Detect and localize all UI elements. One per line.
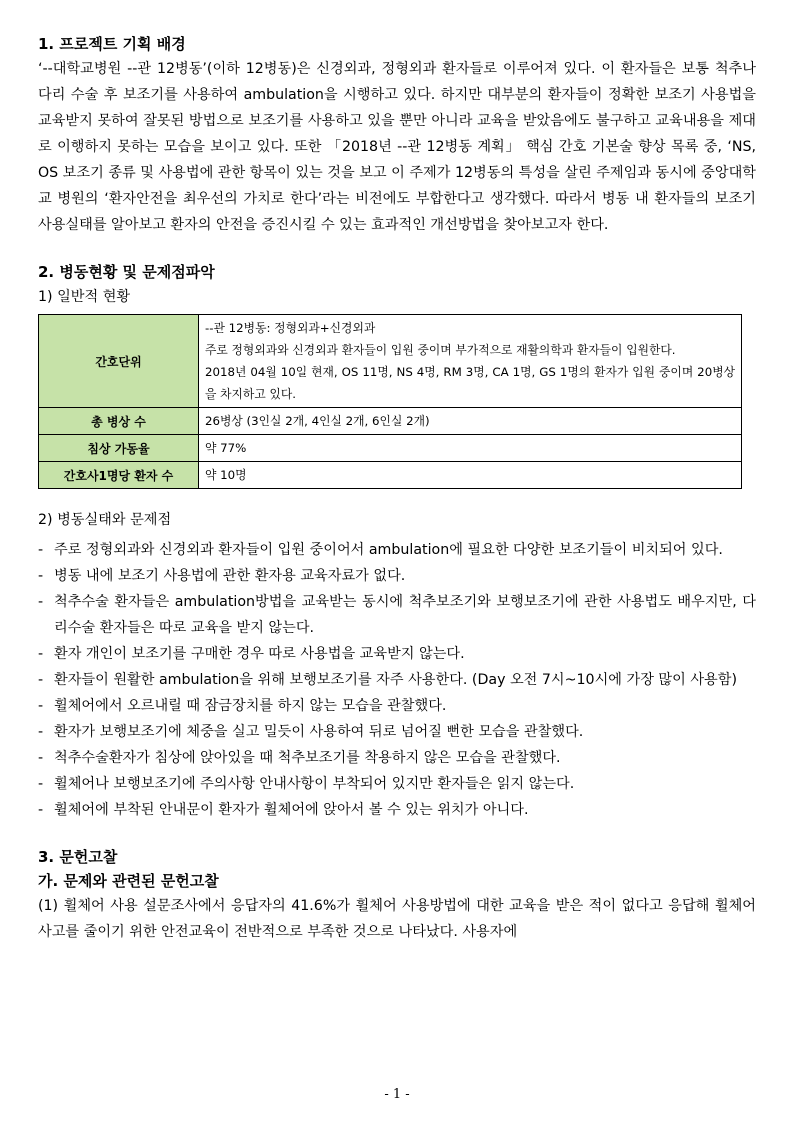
- dash-marker: -: [38, 672, 44, 688]
- list-item: - 휠체어에서 오르내릴 때 잠금장치를 하지 않는 모습을 관찰했다.: [38, 693, 756, 719]
- list-item: - 척추수술 환자들은 ambulation방법을 교육받는 동시에 척추보조기와 보행보조기에 관한 사용법도 배우지만, 다리수술 환자들은 따로 교육을 받지 않는다.: [38, 589, 756, 641]
- dash-marker: -: [38, 724, 44, 740]
- unit-line3: 2018년 04월 10일 현재, OS 11명, NS 4명, RM 3명, CA 1명, GS 1명의 환자가 입원 중이며 20병상을 차지하고 있다.: [205, 365, 735, 401]
- list-item: - 환자들이 원활한 ambulation을 위해 보행보조기를 자주 사용한다. (Day 오전 7시~10시에 가장 많이 사용함): [38, 667, 756, 693]
- unit-label: 간호단위: [39, 315, 199, 408]
- problem-list: [38, 537, 756, 823]
- page-number: - 1 -: [384, 1087, 410, 1102]
- list-item: - 병동 내에 보조기 사용법에 관한 환자용 교육자료가 없다.: [38, 563, 756, 589]
- unit-value: [199, 315, 742, 408]
- table-row: [39, 408, 742, 435]
- dash-marker: -: [38, 646, 44, 662]
- unit-line1: --관 12병동: 정형외과+신경외과: [205, 321, 376, 335]
- document-page: [38, 32, 756, 945]
- dash-marker: -: [38, 776, 44, 792]
- list-item: - 주로 정형외과와 신경외과 환자들이 입원 중이어서 ambulation에 필요한 다양한 보조기들이 비치되어 있다.: [38, 537, 756, 563]
- dash-marker: -: [38, 568, 44, 584]
- section2-heading: 2. 병동현황 및 문제점파악: [38, 263, 215, 281]
- beds-value: 26병상 (3인실 2개, 4인실 2개, 6인실 2개): [199, 408, 742, 435]
- section3-heading: 3. 문헌고찰: [38, 848, 118, 866]
- dash-marker: -: [38, 594, 44, 610]
- dash-marker: -: [38, 750, 44, 766]
- beds-label: 총 병상 수: [39, 408, 199, 435]
- table-row: [39, 462, 742, 489]
- occupancy-label: 침상 가동율: [39, 435, 199, 462]
- unit-line2: 주로 정형외과와 신경외과 환자들이 입원 중이며 부가적으로 재활의학과 환자들이 입원한다.: [205, 343, 676, 357]
- table-row: [39, 315, 742, 408]
- dash-marker: -: [38, 542, 44, 558]
- list-item: - 휠체어에 부착된 안내문이 환자가 휠체어에 앉아서 볼 수 있는 위치가 아니다.: [38, 797, 756, 823]
- list-item: - 척추수술환자가 침상에 앉아있을 때 척추보조기를 착용하지 않은 모습을 관찰했다.: [38, 745, 756, 771]
- list-item: - 환자 개인이 보조기를 구매한 경우 따로 사용법을 교육받지 않는다.: [38, 641, 756, 667]
- ratio-value: 약 10명: [199, 462, 742, 489]
- section1-paragraph: ‘--대학교병원 --관 12병동’(이하 12병동)은 신경외과, 정형외과 환자들로 이루어져 있다. 이 환자들은 보통 척추나 다리 수술 후 보조기를 사용하여 ambulation을 시행하고 있다. 하지만 대부분의 환자들이 정확한 보조기 사용법을 교육받지 못하여 잘못된 방법으로 보조기를 사용하고 있을 뿐만 아니라 교육을 받았음에도 불구하고 교육내용을 제대로 이행하지 못하는 모습을 보이고 있다. 또한 「2018년 --관 12병동 계획」 핵심 간호 기본술 향상 목록 중, ‘NS, OS 보조기 종류 및 사용법에 관한 항목이 있는 것을 보고 이 주제가 12병동의 특성을 살린 주제임과 동시에 중앙대학교 병원의 ‘환자안전을 최우선의 가치로 한다’라는 비전에도 부합한다고 생각했다. 따라서 병동 내 환자들의 보조기 사용실태를 알아보고 환자의 안전을 증진시킬 수 있는 효과적인 개선방법을 찾아보고자 한다.: [38, 61, 756, 233]
- table-row: [39, 435, 742, 462]
- occupancy-value: 약 77%: [199, 435, 742, 462]
- ward-status-table: [38, 314, 742, 489]
- ratio-label: 간호사1명당 환자 수: [39, 462, 199, 489]
- section2-sub1: 1) 일반적 현황: [38, 289, 131, 305]
- dash-marker: -: [38, 698, 44, 714]
- list-item: - 환자가 보행보조기에 체중을 실고 밀듯이 사용하여 뒤로 넘어질 뻔한 모습을 관찰했다.: [38, 719, 756, 745]
- section3-paragraph: (1) 휠체어 사용 설문조사에서 응답자의 41.6%가 휠체어 사용방법에 대한 교육을 받은 적이 없다고 응답해 휠체어 사고를 줄이기 위한 안전교육이 전반적으로 부족한 것으로 나타났다. 사용자에: [38, 898, 756, 940]
- section3-subheading: 가. 문제와 관련된 문헌고찰: [38, 872, 219, 890]
- dash-marker: -: [38, 802, 44, 818]
- list-item: - 휠체어나 보행보조기에 주의사항 안내사항이 부착되어 있지만 환자들은 읽지 않는다.: [38, 771, 756, 797]
- section2-sub2: 2) 병동실태와 문제점: [38, 512, 172, 528]
- section1-heading: 1. 프로젝트 기획 배경: [38, 35, 186, 53]
